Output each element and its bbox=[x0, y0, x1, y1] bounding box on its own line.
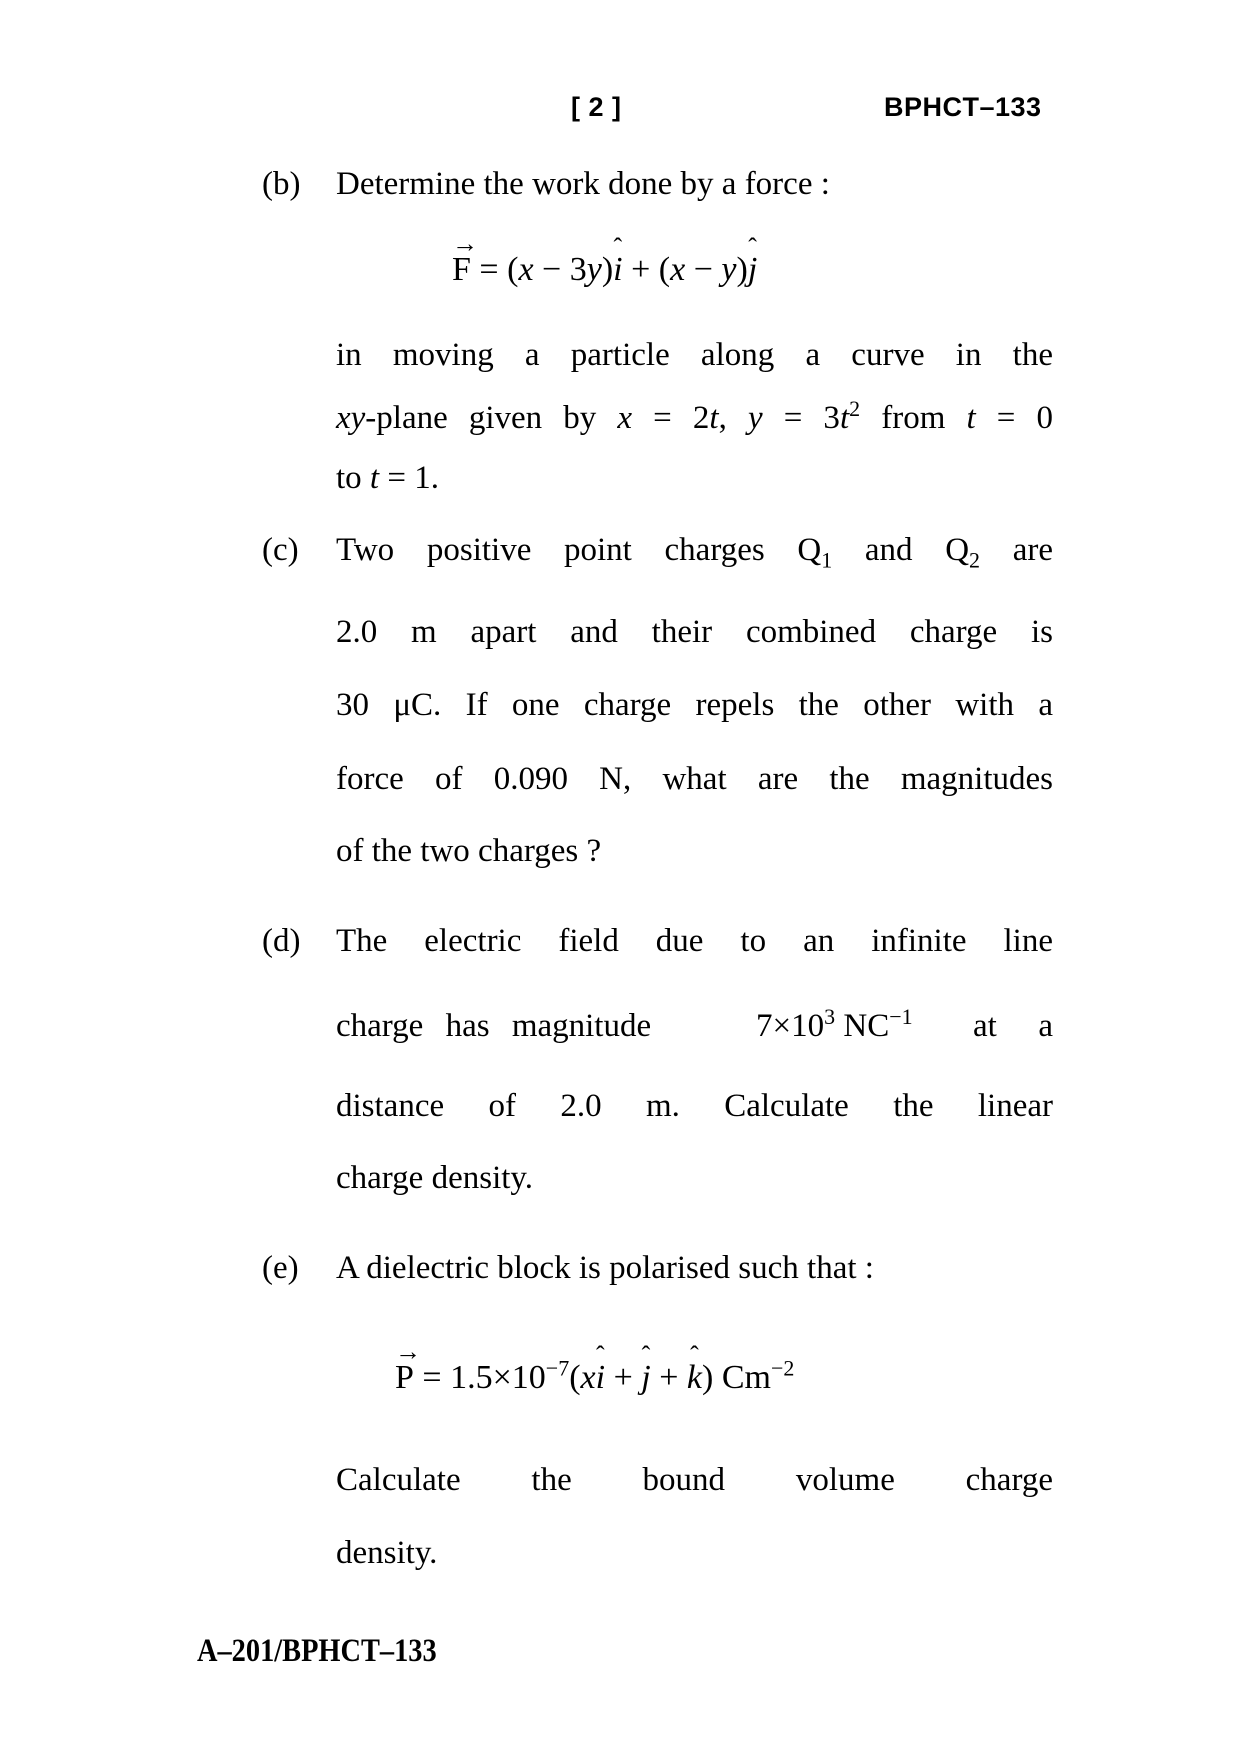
equals-sign: = bbox=[479, 251, 499, 288]
question-label: (c) bbox=[262, 532, 299, 568]
text: Two positive point charges Q bbox=[336, 532, 822, 568]
unit-vector-j: ˆ j bbox=[748, 250, 757, 290]
question-text-line bbox=[336, 398, 1053, 438]
text: a bbox=[1038, 1008, 1053, 1044]
text: t bbox=[966, 400, 976, 436]
var-y: y bbox=[586, 251, 602, 288]
text: charge has magnitude bbox=[336, 1008, 652, 1044]
text: = 1. bbox=[379, 460, 439, 496]
text: NC bbox=[835, 1008, 890, 1044]
paren: ( bbox=[507, 251, 519, 288]
question-text-line bbox=[336, 1006, 1053, 1046]
var-x: x bbox=[518, 251, 534, 288]
superscript: −7 bbox=[545, 1355, 570, 1381]
unit-vector-j: ˆ j bbox=[641, 1358, 650, 1398]
coefficient: 1.5×10 bbox=[450, 1359, 546, 1396]
var-x: x bbox=[580, 1359, 596, 1396]
text: at bbox=[973, 1008, 997, 1044]
polarisation-vector: → P bbox=[395, 1358, 414, 1398]
text: t bbox=[709, 400, 719, 436]
question-label: (b) bbox=[262, 166, 301, 202]
force-equation bbox=[452, 250, 757, 290]
field-magnitude bbox=[756, 1006, 913, 1046]
superscript: 2 bbox=[849, 396, 861, 421]
text: , bbox=[718, 400, 748, 436]
minus-sign: − bbox=[685, 251, 722, 288]
superscript: −2 bbox=[770, 1355, 795, 1381]
text: -plane given by bbox=[365, 400, 618, 436]
question-label: (d) bbox=[262, 923, 301, 959]
text: xy bbox=[336, 400, 366, 436]
unit-vector-i: ˆ i bbox=[596, 1358, 605, 1398]
footer-code: A–201/BPHCT–133 bbox=[197, 1633, 437, 1669]
superscript: 3 bbox=[824, 1004, 836, 1029]
unit: Cm bbox=[713, 1359, 771, 1396]
text: to bbox=[336, 460, 370, 496]
paren: ( bbox=[658, 251, 671, 288]
question-text-line: of the two charges ? bbox=[336, 833, 602, 869]
question-text-line: distance of 2.0 m. Calculate the linear bbox=[336, 1088, 1053, 1124]
course-code-header: BPHCT–133 bbox=[884, 92, 1042, 122]
text: y bbox=[747, 400, 763, 436]
text: = 0 bbox=[975, 400, 1053, 436]
question-text-line: in moving a particle along a curve in the bbox=[336, 337, 1053, 373]
page-number: [ 2 ] bbox=[571, 92, 622, 122]
polarisation-equation bbox=[395, 1355, 795, 1398]
text: from bbox=[860, 400, 967, 436]
paren: ( bbox=[569, 1359, 581, 1396]
text: t bbox=[839, 400, 850, 436]
question-label: (e) bbox=[262, 1250, 299, 1286]
var-x: x bbox=[670, 251, 686, 288]
plus-sign: + bbox=[605, 1359, 642, 1396]
question-text-line: force of 0.090 N, what are the magnitudes bbox=[336, 761, 1053, 797]
question-text: Determine the work done by a force : bbox=[336, 166, 830, 202]
plus-sign: + bbox=[650, 1359, 687, 1396]
unit-vector-i: ˆ i bbox=[613, 250, 622, 290]
subscript: 1 bbox=[821, 547, 833, 573]
unit-vector-k: ˆ k bbox=[687, 1358, 702, 1398]
text: 7×10 bbox=[756, 1008, 825, 1044]
question-text-line: The electric field due to an infinite line bbox=[336, 923, 1053, 959]
question-text-line bbox=[336, 458, 439, 498]
plus-sign: + bbox=[622, 251, 659, 288]
paren: ) bbox=[601, 251, 614, 288]
text: t bbox=[369, 460, 380, 496]
question-text-line: charge density. bbox=[336, 1160, 534, 1196]
force-vector: → F bbox=[452, 250, 471, 290]
question-text-line: 30 μC. If one charge repels the other with a bbox=[336, 687, 1053, 723]
question-text-line: 2.0 m apart and their combined charge is bbox=[336, 614, 1053, 650]
subscript: 2 bbox=[969, 547, 981, 573]
paren: ) bbox=[702, 1359, 714, 1396]
var-y: y bbox=[721, 251, 737, 288]
term: − 3 bbox=[533, 251, 587, 288]
question-text-line: Calculate the bound volume charge bbox=[336, 1462, 1053, 1498]
question-text: A dielectric block is polarised such that : bbox=[336, 1250, 874, 1286]
paren: ) bbox=[736, 251, 748, 288]
text: are bbox=[980, 532, 1053, 568]
question-text-line bbox=[336, 530, 1053, 573]
text: and Q bbox=[832, 532, 970, 568]
text: = 3 bbox=[762, 400, 840, 436]
question-text-line: density. bbox=[336, 1535, 438, 1571]
superscript: −1 bbox=[889, 1004, 913, 1029]
text: x bbox=[617, 400, 633, 436]
equals-sign: = bbox=[413, 1359, 451, 1396]
text: = 2 bbox=[632, 400, 710, 436]
